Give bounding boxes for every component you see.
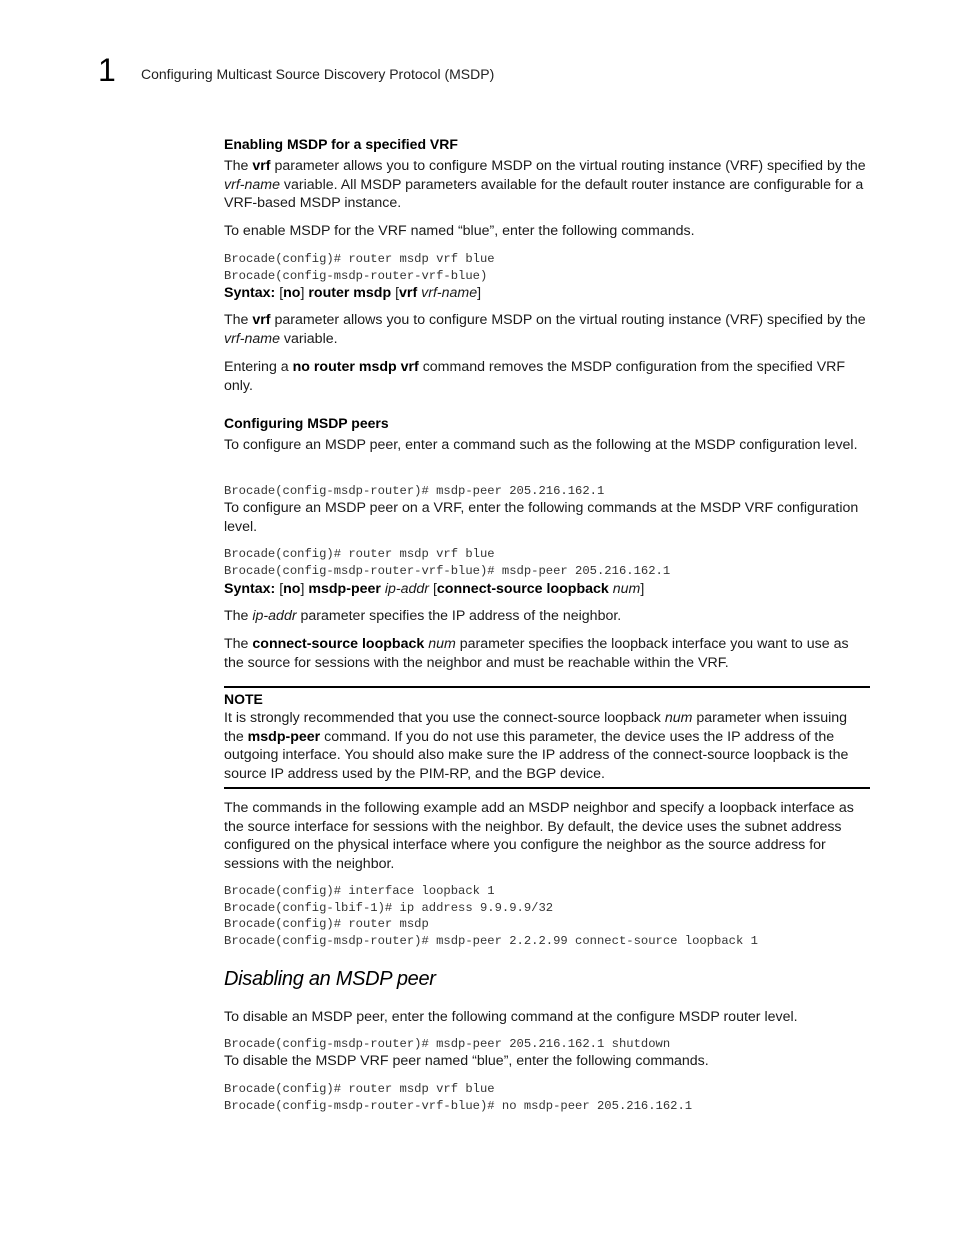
disable-paragraph-1: To disable an MSDP peer, enter the following command at the configure MSDP router level. xyxy=(224,1009,798,1025)
vrf-syntax: Syntax: [no] router msdp [vrf vrf-name] xyxy=(224,285,482,301)
vrf-code-block: Brocade(config)# router msdp vrf blue Brocade(config-msdp-router-vrf-blue) xyxy=(224,252,495,283)
note-label: NOTE xyxy=(224,691,263,707)
vrf-paragraph-1: The vrf parameter allows you to configure MSDP on the virtual routing instance (VRF) specified by the vrf-name variable. All MSDP parameters available for the default router instance are configurable for a VRF-based MSDP instance. xyxy=(224,158,866,211)
peers-paragraph-3: The ip-addr parameter specifies the IP address of the neighbor. xyxy=(224,608,622,624)
peers-paragraph-4: The connect-source loopback num parameter specifies the loopback interface you want to use as the source for sessions with the neighbor and must be reachable within the VRF. xyxy=(224,636,849,671)
peers-paragraph-1: To configure an MSDP peer, enter a command such as the following at the MSDP configuration level. xyxy=(224,437,858,453)
vrf-paragraph-4: Entering a no router msdp vrf command removes the MSDP configuration from the specified VRF only. xyxy=(224,359,846,394)
running-header: Configuring Multicast Source Discovery Protocol (MSDP) xyxy=(141,66,495,82)
peers-paragraph-2: To configure an MSDP peer on a VRF, enter the following commands at the MSDP VRF configuration level. xyxy=(224,500,859,535)
note-top-rule xyxy=(224,686,870,688)
section-heading-disabling: Disabling an MSDP peer xyxy=(224,968,436,990)
vrf-paragraph-3: The vrf parameter allows you to configure MSDP on the virtual routing instance (VRF) specified by the vrf-name variable. xyxy=(224,312,866,347)
vrf-paragraph-2: To enable MSDP for the VRF named “blue”, enter the following commands. xyxy=(224,223,695,239)
example-paragraph: The commands in the following example add an MSDP neighbor and specify a loopback interface as the source interface for sessions with the neighbor. By default, the device uses the subnet address configured on the physical interface where you configure the neighbor as the source address for sessions with the neighbor. xyxy=(224,800,854,872)
peers-code-block-1: Brocade(config-msdp-router)# msdp-peer 205.216.162.1 xyxy=(224,484,605,498)
disable-code-block-2: Brocade(config)# router msdp vrf blue Brocade(config-msdp-router-vrf-blue)# no msdp-peer 205.216.162.1 xyxy=(224,1082,693,1113)
disable-paragraph-2: To disable the MSDP VRF peer named “blue”, enter the following commands. xyxy=(224,1053,709,1069)
chapter-number: 1 xyxy=(98,52,116,88)
peers-subheading: Configuring MSDP peers xyxy=(224,415,389,431)
note-text: It is strongly recommended that you use the connect-source loopback num parameter when issuing the msdp-peer command. If you do not use this parameter, the device uses the IP address of the outgoing interface. You should also make sure the IP address of the connect-source loopback is the source IP address used by the PIM-RP, and the BGP device. xyxy=(224,710,849,782)
peers-syntax: Syntax: [no] msdp-peer ip-addr [connect-source loopback num] xyxy=(224,581,645,597)
disable-code-block-1: Brocade(config-msdp-router)# msdp-peer 205.216.162.1 shutdown xyxy=(224,1037,671,1051)
vrf-subheading: Enabling MSDP for a specified VRF xyxy=(224,136,458,152)
peers-code-block-2: Brocade(config)# router msdp vrf blue Brocade(config-msdp-router-vrf-blue)# msdp-peer 205.216.162.1 xyxy=(224,547,671,578)
example-code-block: Brocade(config)# interface loopback 1 Brocade(config-lbif-1)# ip address 9.9.9.9/32 Brocade(config)# router msdp Brocade(config-msdp-router)# msdp-peer 2.2.2.99 connect-source loopback 1 xyxy=(224,884,758,948)
note-bottom-rule xyxy=(224,787,870,789)
